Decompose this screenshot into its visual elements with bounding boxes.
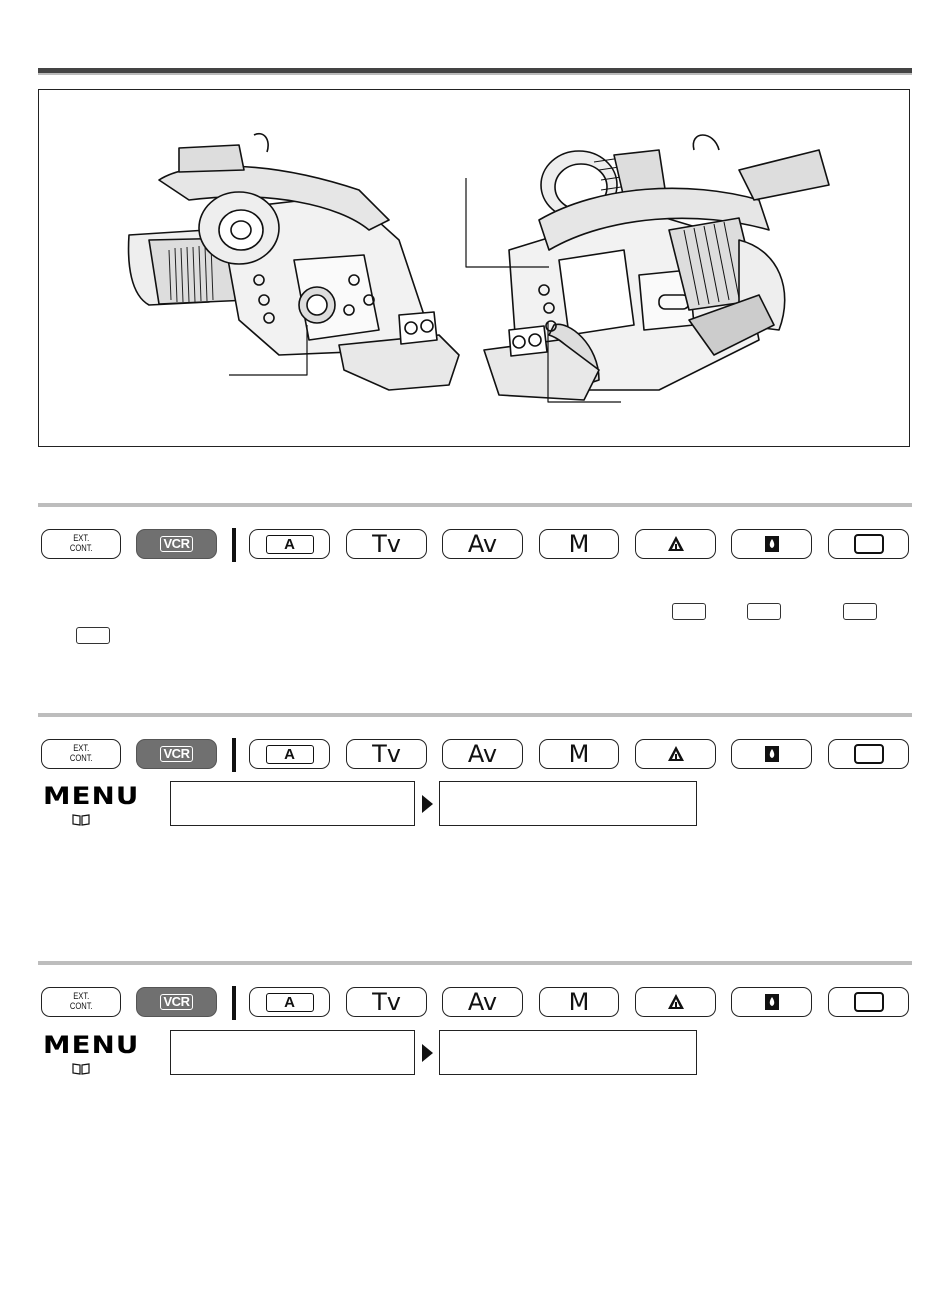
- easy-recording-icon: [667, 745, 685, 763]
- mode-row-2: [41, 739, 909, 771]
- triangle-right-icon: [422, 795, 433, 813]
- vcr-mode: [136, 739, 217, 769]
- easy-recording-mode: [635, 529, 716, 559]
- custom-mode: [828, 529, 909, 559]
- easy-recording-mode: [635, 739, 716, 769]
- tv-label: Tv: [372, 530, 401, 558]
- ext-line1: EXT.: [72, 533, 90, 544]
- inline-box-3: [843, 603, 877, 620]
- vcr-label: VCR: [160, 994, 194, 1010]
- tv-mode: [346, 529, 427, 559]
- auto-label: A: [266, 535, 314, 554]
- vcr-mode: [136, 987, 217, 1017]
- menu-path-box-2: [439, 781, 697, 826]
- section-rule-2: [38, 713, 912, 717]
- book-icon: [72, 1063, 90, 1075]
- easy-recording-mode: [635, 987, 716, 1017]
- av-mode: [442, 739, 523, 769]
- easy-recording-icon: [667, 993, 685, 1011]
- mode-separator: [232, 528, 236, 562]
- menu-path-box-1: [170, 1030, 415, 1075]
- custom-mode: [828, 739, 909, 769]
- menu-path-box-2: [439, 1030, 697, 1075]
- av-mode: [442, 987, 523, 1017]
- auto-mode: [249, 987, 330, 1017]
- vcr-mode: [136, 529, 217, 559]
- section-rule-1: [38, 503, 912, 507]
- custom-rect-icon: [854, 992, 884, 1012]
- menu-path-box-1: [170, 781, 415, 826]
- night-scene-icon: [764, 993, 780, 1011]
- manual-mode: [539, 987, 619, 1017]
- custom-rect-icon: [854, 744, 884, 764]
- night-scene-icon: [764, 745, 780, 763]
- left-camcorder-drawing: [129, 134, 459, 390]
- book-icon: [72, 814, 90, 826]
- mode-separator: [232, 738, 236, 772]
- auto-label: A: [266, 745, 314, 764]
- manual-label: M: [568, 530, 590, 558]
- vcr-label: VCR: [160, 746, 194, 762]
- av-label: Av: [467, 530, 498, 558]
- ext-line1: EXT.: [72, 991, 90, 1002]
- tv-label: Tv: [372, 988, 401, 1016]
- section-rule-3: [38, 961, 912, 965]
- menu-label: MENU: [43, 1031, 140, 1059]
- tv-mode: [346, 987, 427, 1017]
- mode-row-1: [41, 529, 909, 561]
- night-mode: [731, 739, 812, 769]
- ext-cont-mode: [41, 739, 121, 769]
- mode-row-3: [41, 987, 909, 1019]
- av-label: Av: [467, 740, 498, 768]
- menu-label: MENU: [43, 782, 140, 810]
- auto-mode: [249, 529, 330, 559]
- easy-recording-icon: [667, 535, 685, 553]
- tv-mode: [346, 739, 427, 769]
- top-rule-shadow: [38, 73, 912, 75]
- av-mode: [442, 529, 523, 559]
- ext-line2: CONT.: [69, 543, 93, 554]
- night-mode: [731, 987, 812, 1017]
- custom-mode: [828, 987, 909, 1017]
- inline-box-4: [76, 627, 110, 644]
- mode-separator: [232, 986, 236, 1020]
- triangle-right-icon: [422, 1044, 433, 1062]
- ext-line2: CONT.: [69, 1001, 93, 1012]
- night-scene-icon: [764, 535, 780, 553]
- inline-box-1: [672, 603, 706, 620]
- ext-line2: CONT.: [69, 753, 93, 764]
- av-label: Av: [467, 988, 498, 1016]
- ext-cont-mode: [41, 987, 121, 1017]
- auto-mode: [249, 739, 330, 769]
- figure-box: [38, 89, 910, 447]
- auto-label: A: [266, 993, 314, 1012]
- inline-box-2: [747, 603, 781, 620]
- ext-cont-mode: [41, 529, 121, 559]
- camcorder-illustration: [39, 90, 911, 448]
- manual-mode: [539, 739, 619, 769]
- night-mode: [731, 529, 812, 559]
- custom-rect-icon: [854, 534, 884, 554]
- ext-line1: EXT.: [72, 743, 90, 754]
- manual-label: M: [568, 740, 590, 768]
- vcr-label: VCR: [160, 536, 194, 552]
- manual-mode: [539, 529, 619, 559]
- manual-label: M: [568, 988, 590, 1016]
- tv-label: Tv: [372, 740, 401, 768]
- right-camcorder-drawing: [466, 135, 829, 402]
